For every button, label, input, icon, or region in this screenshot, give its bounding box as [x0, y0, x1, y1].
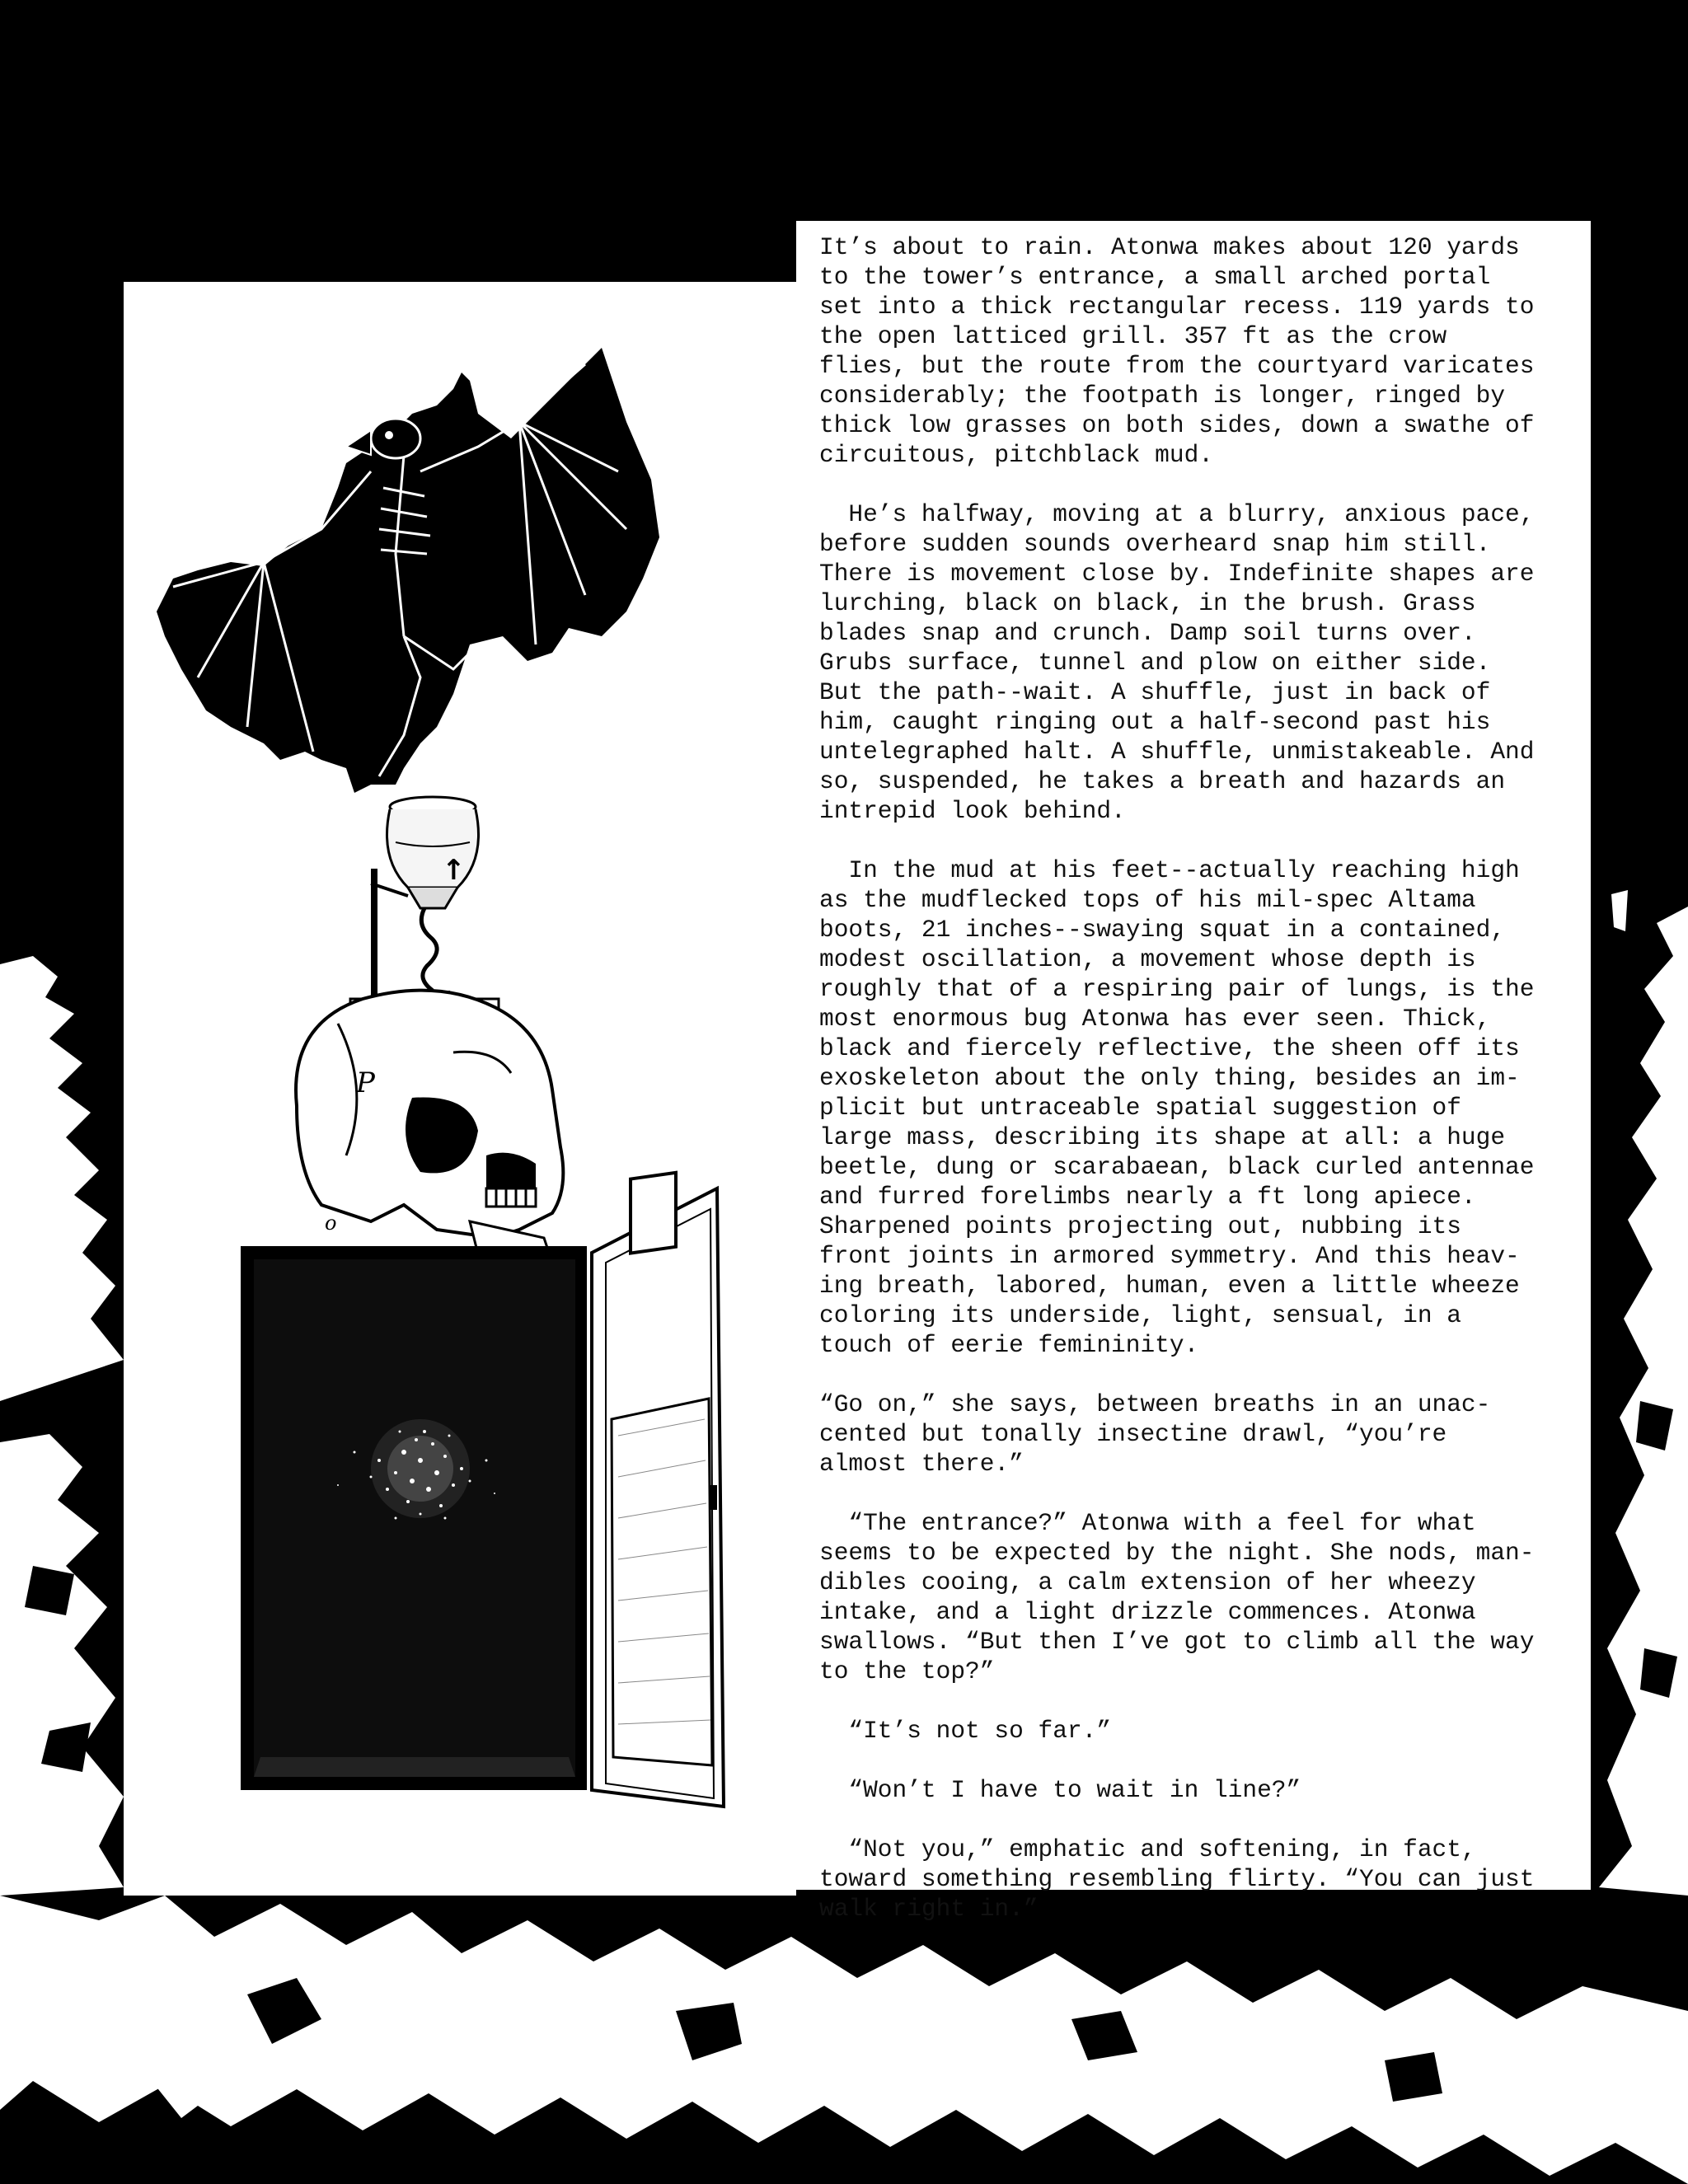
story-body [819, 232, 1566, 1924]
story-paragraph-7: “Won’t I have to wait in line?” [819, 1776, 1301, 1804]
glass-flask [350, 797, 499, 1014]
open-cabinet [241, 1173, 724, 1807]
skull-letter-o: o [325, 1212, 337, 1235]
bat-skeleton [157, 348, 659, 793]
story-paragraph-6: “It’s not so far.” [819, 1717, 1112, 1745]
story-paragraph-4: “Go on,” she says, between breaths in an unac- cented but tonally insectine drawl, “you’re almost there.” [819, 1390, 1491, 1478]
story-paragraph-3: In the mud at his feet--actually reaching high as the mudflecked tops of his mil-spec Altama boots, 21 inches--swaying squat in a contained, modest oscillation, a movement whose depth is roughly that of a respiring pair of lungs, is the most enormous bug Atonwa has ever seen. Thick, black and fiercely reflective, the sheen off its exoskeleton about the only thing, besides an im- plicit but untraceable spatial suggestion of large mass, describing its shape at all: a huge beetle, dung or scarabaean, black curled antennae and furred forelimbs nearly a ft long apiece. Sharpened points projecting out, nubbing its front joints in armored symmetry. And this heav- ing breath, labored, human, even a little wheeze coloring its underside, light, sensual, in a touch of eerie femininity. [819, 856, 1535, 1359]
human-skull [296, 991, 563, 1271]
story-paragraph-2: He’s halfway, moving at a blurry, anxious pace, before sudden sounds overheard snap him still. There is movement close by. Indefinite shapes are lurching, black on black, in the brush. Grass blades snap and crunch. Damp soil turns over. Grubs surface, tunnel and plow on either side. But the path--wait. A shuffle, just in back of him, caught ringing out a half-second past his untelegraphed halt. A shuffle, unmistakeable. And so, suspended, he takes a breath and hazards an intrepid look behind. [819, 500, 1535, 825]
collage-svg [124, 282, 796, 1896]
story-paragraph-1: It’s about to rain. Atonwa makes about 120 yards to the tower’s entrance, a small arched portal set into a thick rectangular recess. 119 yards to the open latticed grill. 357 ft as the crow flies, but the route from the courtyard varicates considerably; the footpath is longer, ringed by thick low grasses on both sides, down a swathe of circuitous, pitchblack mud. [819, 233, 1535, 469]
story-paragraph-5: “The entrance?” Atonwa with a feel for what seems to be expected by the night. She nods, man- dibles cooing, a calm extension of her wheezy intake, and a light drizzle commences. Atonwa swallows. “But then I’ve got to climb all the way to the top?” [819, 1509, 1535, 1685]
flask-arrow-mark: ↑ [442, 854, 466, 887]
story-text-panel [796, 221, 1591, 1923]
skull-letter-p: P [356, 1066, 375, 1099]
collage-illustration [124, 282, 796, 1896]
story-paragraph-8: “Not you,” emphatic and softening, in fact, toward something resembling flirty. “You can just walk right in.” [819, 1835, 1535, 1923]
